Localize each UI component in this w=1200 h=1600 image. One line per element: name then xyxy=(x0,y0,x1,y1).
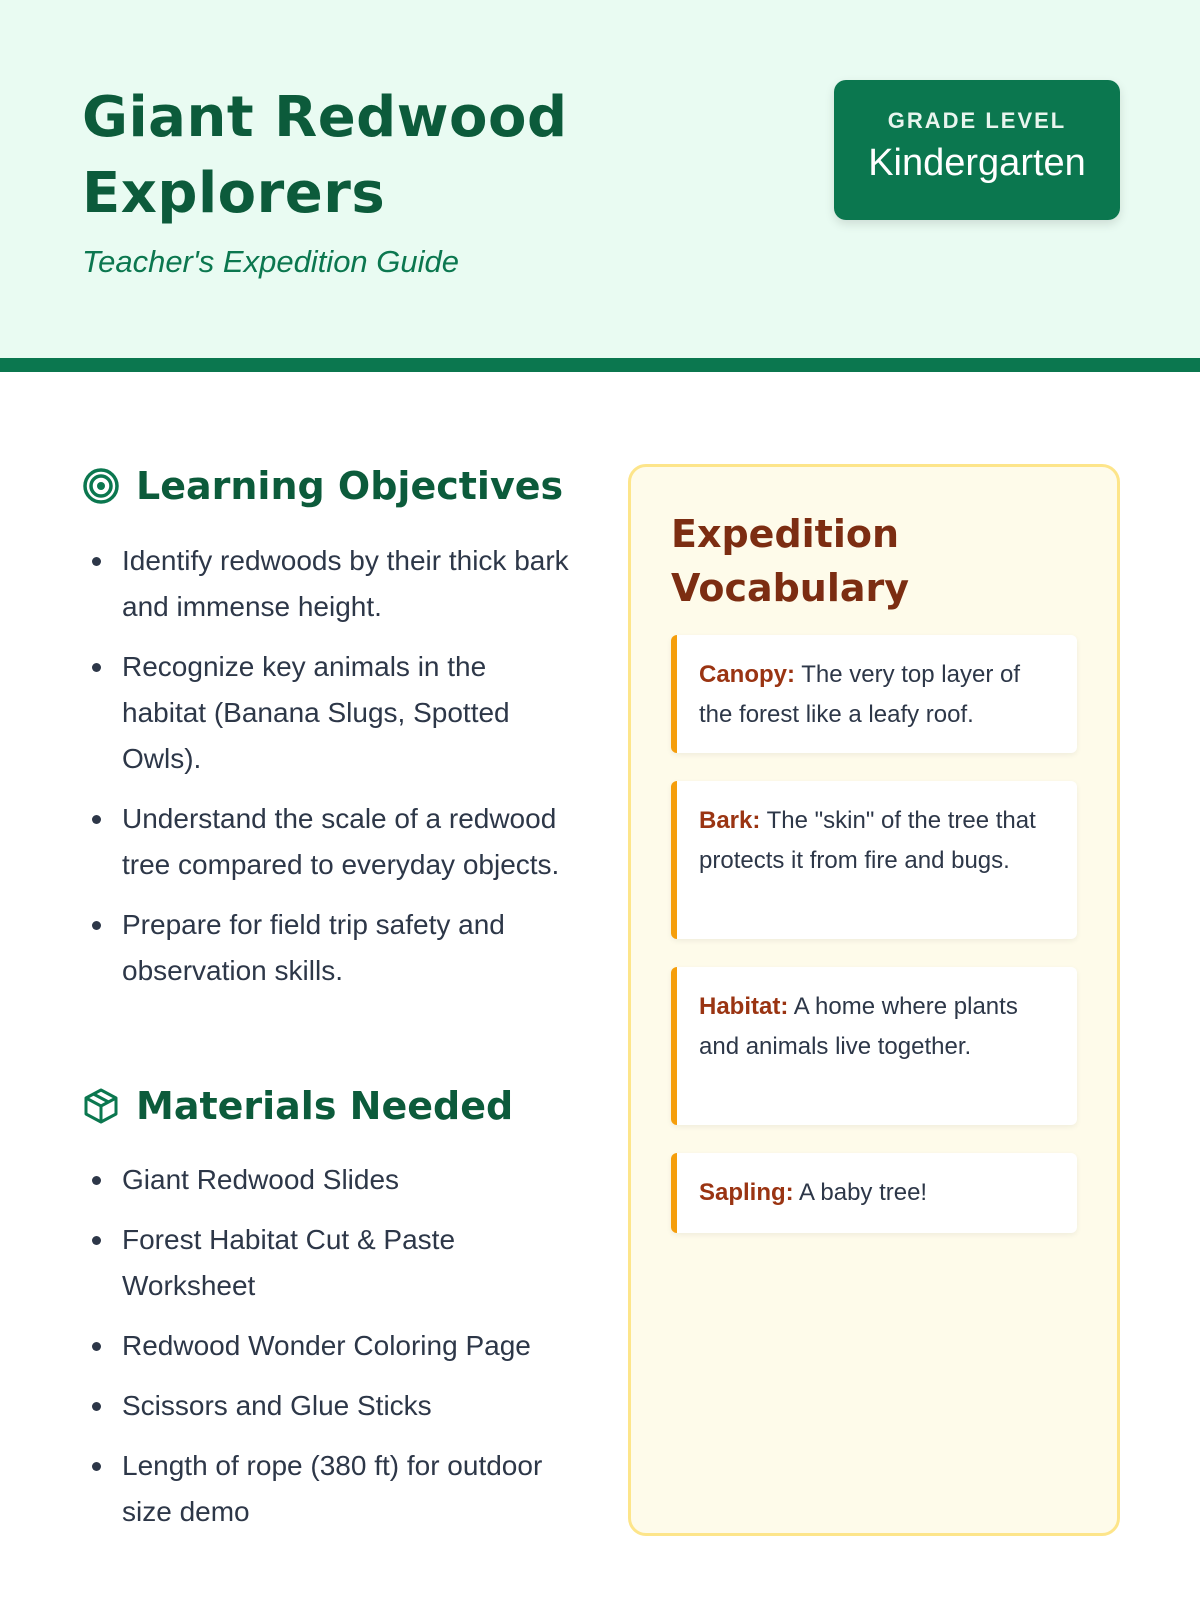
page-subtitle: Teacher's Expedition Guide xyxy=(82,244,460,279)
list-item: Understand the scale of a redwood tree compared to everyday objects. xyxy=(92,796,572,888)
vocab-definition: The "skin" of the tree that protects it from fire and bugs. xyxy=(699,807,1036,874)
expedition-vocabulary-panel xyxy=(628,464,1120,1536)
grade-level-value: Kindergarten xyxy=(868,142,1086,184)
materials-list xyxy=(92,1157,572,1549)
list-item: Recognize key animals in the habitat (Banana Slugs, Spotted Owls). xyxy=(92,644,572,782)
learning-objectives-title: Learning Objectives xyxy=(136,464,564,508)
box-icon xyxy=(82,1087,120,1125)
vocab-term: Sapling: xyxy=(699,1179,794,1206)
list-item: Length of rope (380 ft) for outdoor size demo xyxy=(92,1443,572,1535)
objectives-list xyxy=(92,538,572,1008)
vocabulary-title: Expedition Vocabulary xyxy=(671,512,910,610)
list-item: Forest Habitat Cut & Paste Worksheet xyxy=(92,1217,572,1309)
vocab-card-canopy xyxy=(671,635,1077,753)
page-title: Giant Redwood Explorers xyxy=(82,85,568,226)
vocab-definition: The very top layer of the forest like a leafy roof. xyxy=(699,661,1020,728)
list-item: Scissors and Glue Sticks xyxy=(92,1383,572,1429)
vocab-card-bark xyxy=(671,781,1077,939)
list-item: Redwood Wonder Coloring Page xyxy=(92,1323,572,1369)
vocab-term: Habitat: xyxy=(699,993,789,1020)
vocab-definition: A home where plants and animals live together. xyxy=(699,993,1018,1060)
materials-needed-heading xyxy=(82,1084,513,1128)
learning-objectives-heading xyxy=(82,464,563,508)
vocab-card-habitat xyxy=(671,967,1077,1125)
page-header xyxy=(0,0,1200,372)
grade-level-badge xyxy=(834,80,1120,220)
list-item: Prepare for field trip safety and observation skills. xyxy=(92,902,572,994)
vocab-term: Bark: xyxy=(699,807,761,834)
list-item: Giant Redwood Slides xyxy=(92,1157,572,1203)
materials-needed-title: Materials Needed xyxy=(136,1084,514,1128)
list-item: Identify redwoods by their thick bark and immense height. xyxy=(92,538,572,630)
vocab-definition: A baby tree! xyxy=(799,1179,928,1206)
grade-level-label: GRADE LEVEL xyxy=(887,108,1067,133)
vocab-term: Canopy: xyxy=(699,661,795,688)
target-icon xyxy=(82,467,120,505)
vocab-card-sapling xyxy=(671,1153,1077,1233)
